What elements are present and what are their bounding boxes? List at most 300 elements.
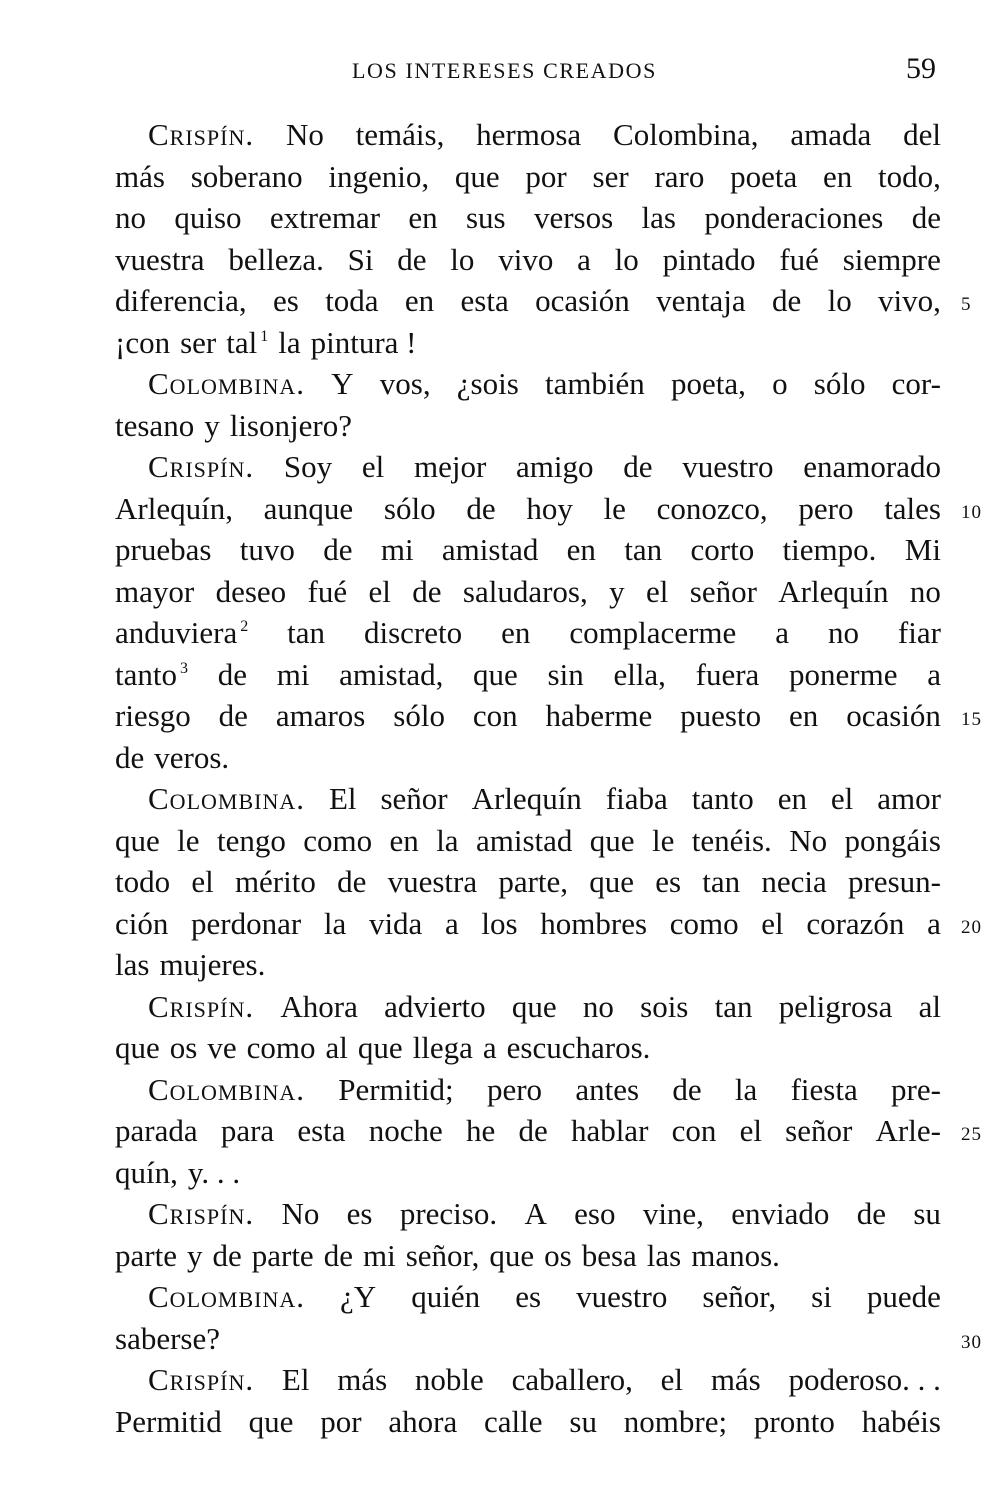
word: que — [115, 1030, 160, 1065]
word: vivo, — [878, 283, 941, 318]
word: saberse? — [115, 1320, 220, 1356]
word: como — [303, 822, 373, 858]
word: lo — [827, 283, 852, 318]
word: señor, — [702, 1279, 777, 1314]
word: Arlequín, — [115, 490, 233, 526]
word-space — [160, 1027, 170, 1069]
word: tengo — [216, 822, 286, 858]
word-space — [479, 1235, 489, 1277]
text-line — [115, 156, 941, 198]
word: en — [566, 532, 596, 567]
word: sus — [465, 200, 506, 235]
word: mi — [362, 1237, 396, 1273]
word: A — [524, 1196, 547, 1231]
word: noble — [414, 1362, 484, 1397]
word: para — [220, 1113, 275, 1148]
word: ventaja — [656, 283, 746, 318]
word: los — [481, 905, 518, 941]
word: mejor — [413, 449, 487, 484]
word: y — [204, 407, 220, 443]
word: de — [212, 1237, 242, 1273]
word: que — [473, 656, 518, 692]
word: a — [444, 905, 459, 941]
word: conozco, — [656, 490, 768, 526]
word: quín, — [115, 1154, 178, 1190]
word: le — [651, 822, 675, 858]
word: el — [830, 781, 854, 816]
word: tanto — [691, 781, 754, 816]
word: eso — [574, 1196, 616, 1231]
word-space — [497, 1027, 507, 1069]
word-space — [637, 1235, 647, 1277]
word: lisonjero? — [229, 407, 352, 443]
word: fiesta — [790, 1071, 858, 1107]
word: vuestra — [115, 241, 205, 277]
word-space — [534, 1235, 544, 1277]
word: a — [482, 1030, 497, 1065]
word: le — [603, 490, 626, 526]
word: tan — [714, 988, 753, 1024]
word: poeta — [730, 158, 798, 194]
word: advierto — [384, 988, 486, 1024]
word: riesgo — [115, 698, 191, 733]
word-space — [314, 1235, 324, 1277]
word: tan — [624, 532, 663, 567]
word: hoy — [526, 490, 573, 526]
word: todo — [115, 864, 171, 899]
word: vos, — [379, 366, 431, 401]
word: poderoso. . . — [788, 1362, 941, 1397]
word: parte, — [498, 864, 569, 899]
word: amaros — [275, 698, 366, 733]
text-line — [115, 903, 982, 945]
word-space — [396, 1235, 406, 1277]
word: de — [217, 656, 247, 692]
line-number: 20 — [961, 916, 982, 938]
text-line — [115, 695, 982, 737]
word: también — [544, 366, 645, 401]
word: es — [346, 1196, 373, 1231]
word: que — [589, 864, 635, 899]
word: la — [323, 905, 347, 941]
word: poeta, — [671, 366, 746, 401]
word: Permitid — [115, 1403, 222, 1439]
word-space — [572, 1235, 582, 1277]
word: señor — [785, 1113, 853, 1148]
word: no — [115, 200, 146, 235]
word: fiaba — [605, 781, 668, 816]
word-space — [237, 1027, 247, 1069]
word: haberme — [545, 698, 653, 733]
text-line — [115, 280, 972, 322]
word: vine, — [642, 1196, 704, 1231]
word: todo, — [878, 158, 941, 194]
word: de — [218, 698, 248, 733]
word: no — [582, 988, 614, 1024]
word: a — [775, 615, 789, 650]
word-space — [348, 1027, 358, 1069]
word: tenéis. — [691, 822, 772, 858]
word: Arlequín — [471, 781, 582, 816]
word: en — [404, 283, 435, 318]
word: llega — [412, 1030, 473, 1065]
word: la — [734, 1071, 758, 1107]
word: al — [325, 1030, 348, 1065]
word: vida — [368, 905, 423, 941]
word: el — [368, 573, 391, 609]
word: fiar — [897, 615, 941, 650]
word: fué — [307, 573, 348, 609]
word: si — [811, 1279, 832, 1314]
text-line — [115, 405, 941, 447]
text-line — [115, 1235, 941, 1277]
word: os — [169, 1030, 198, 1065]
speaker-name: Colombina. — [148, 781, 305, 816]
word: sin — [547, 656, 584, 692]
word-space — [197, 1027, 207, 1069]
text-line — [115, 571, 941, 613]
word: su — [569, 1403, 597, 1439]
word: ella, — [613, 656, 666, 692]
text-line — [115, 1027, 941, 1069]
word: por — [525, 158, 567, 194]
word: ingenio, — [328, 158, 430, 194]
word: perdonar — [191, 905, 302, 941]
word: ahora — [388, 1403, 458, 1439]
word: de — [412, 573, 442, 609]
word: pre- — [891, 1071, 941, 1107]
word: tesano — [115, 407, 195, 443]
word: no — [827, 615, 859, 650]
speaker-name: Crispín. — [148, 1196, 255, 1231]
word-space — [242, 1235, 252, 1277]
word: a — [927, 905, 941, 941]
word: manos. — [691, 1237, 780, 1273]
word: ¿sois — [456, 366, 519, 401]
word: de — [115, 739, 145, 775]
word: deseo — [215, 573, 287, 609]
word: amigo — [516, 449, 594, 484]
word: sois — [640, 988, 689, 1024]
word: necia — [761, 864, 827, 899]
word: o — [772, 366, 788, 401]
word: enamorado — [803, 449, 941, 484]
word: las — [641, 200, 676, 235]
word: tan — [287, 615, 326, 650]
word: Arle- — [875, 1113, 941, 1148]
word: que — [589, 822, 635, 858]
word: más — [337, 1362, 388, 1397]
word: en — [789, 698, 819, 733]
word: tiempo. — [782, 532, 877, 567]
word: amistad, — [339, 656, 444, 692]
word: Si — [347, 241, 374, 277]
word: vivo — [498, 241, 554, 277]
word: pero — [486, 1071, 543, 1107]
word: en — [777, 781, 807, 816]
word: que — [357, 1030, 403, 1065]
word: versos — [533, 200, 614, 235]
word-space — [220, 405, 230, 447]
word: que — [489, 1237, 535, 1273]
word: ser — [592, 158, 629, 194]
word: No — [281, 1196, 320, 1231]
line-number: 25 — [961, 1124, 982, 1145]
word: Colombina, — [613, 117, 759, 152]
word: el — [761, 905, 784, 941]
text-line — [115, 1318, 982, 1360]
word: extremar — [269, 200, 381, 235]
word: ¿Y — [340, 1279, 377, 1314]
page-number: 59 — [906, 52, 936, 85]
word-space — [202, 1235, 212, 1277]
line-number: 30 — [961, 1331, 982, 1353]
word: Permitid; — [338, 1071, 454, 1107]
word: sólo — [383, 490, 436, 526]
word: anduviera $^2$ — [115, 615, 249, 650]
word: el — [646, 573, 669, 609]
word: su — [913, 1196, 941, 1231]
word: No — [789, 822, 828, 858]
word: saludaros, — [462, 573, 588, 609]
word: nombre; — [623, 1403, 728, 1439]
word: en — [823, 158, 853, 194]
word: he — [466, 1113, 496, 1148]
word: corto — [690, 532, 755, 567]
word: tan — [702, 864, 741, 899]
word: a — [927, 656, 941, 692]
word: pintado — [662, 241, 756, 277]
speaker-name: Crispín. — [148, 449, 255, 484]
word-space — [315, 1027, 325, 1069]
speech-start-line — [115, 363, 941, 405]
word: más — [710, 1362, 761, 1397]
word: mérito — [234, 864, 316, 899]
text-line — [115, 1401, 941, 1443]
text-line — [115, 612, 941, 654]
word: lo — [450, 241, 475, 277]
word: de — [672, 1071, 702, 1107]
word: y — [609, 573, 625, 609]
word: pintura ! — [310, 324, 417, 360]
word: ve — [207, 1030, 237, 1065]
word-space — [681, 1235, 691, 1277]
word: señor, — [405, 1237, 480, 1273]
speech-start-line — [115, 446, 941, 488]
word: esta — [297, 1113, 346, 1148]
word: que — [511, 988, 557, 1024]
word: no — [909, 573, 941, 609]
word: de — [856, 1196, 886, 1231]
word: corazón — [806, 905, 905, 941]
word-space — [353, 1235, 363, 1277]
word: ocasión — [846, 698, 941, 733]
word: cor- — [891, 366, 941, 401]
word-space — [177, 1235, 187, 1277]
word: esta — [460, 283, 509, 318]
word: belleza. — [228, 241, 324, 277]
word: hombres — [540, 905, 648, 941]
speaker-name: Crispín. — [148, 117, 255, 152]
text-line — [115, 861, 941, 903]
word: puede — [866, 1279, 941, 1314]
speech-start-line — [115, 114, 941, 156]
word: de — [323, 532, 353, 567]
text-line — [115, 322, 941, 364]
word: es — [273, 283, 299, 318]
word: el — [660, 1362, 684, 1397]
word: tales — [884, 490, 941, 526]
word: noche — [368, 1113, 443, 1148]
speaker-name: Colombina. — [148, 1071, 305, 1107]
word-space — [149, 944, 159, 986]
word: temáis, — [355, 117, 445, 152]
speech-start-line — [115, 986, 941, 1028]
text-line — [115, 488, 982, 530]
word: en — [501, 615, 531, 650]
word-space — [144, 737, 154, 779]
word: del — [903, 117, 941, 152]
word: escucharos. — [506, 1030, 651, 1065]
speech-start-line — [115, 1276, 941, 1318]
word: le — [177, 822, 200, 858]
word: y — [186, 1237, 203, 1273]
text-line — [115, 239, 941, 281]
word: veros. — [154, 739, 230, 775]
word: de — [337, 864, 367, 899]
word: que — [115, 822, 160, 858]
text-line — [115, 820, 941, 862]
word: las — [646, 1237, 682, 1273]
word: enviado — [731, 1196, 830, 1231]
word: presun- — [847, 864, 941, 899]
word: tal $^1$ — [226, 324, 269, 360]
word: amada — [790, 117, 872, 152]
word-space — [301, 322, 311, 364]
word: como — [669, 905, 739, 941]
speaker-name: Colombina. — [148, 1279, 305, 1314]
word: mayor — [115, 573, 195, 609]
word: de — [323, 1237, 353, 1273]
word: raro — [654, 158, 705, 194]
text-line — [115, 197, 941, 239]
speaker-name: Crispín. — [148, 1362, 255, 1397]
running-head — [0, 52, 1000, 92]
text-line — [115, 1152, 941, 1194]
word: ocasión — [535, 283, 630, 318]
word: quién — [411, 1279, 481, 1314]
word: ción — [115, 905, 169, 941]
speech-start-line — [115, 1193, 941, 1235]
word: parte — [251, 1237, 314, 1273]
word: más — [115, 158, 165, 194]
word: es — [515, 1279, 542, 1314]
word: besa — [581, 1237, 637, 1273]
word: discreto — [364, 615, 463, 650]
footnote-marker: 3 — [180, 659, 188, 677]
word: la — [436, 822, 459, 858]
word: lo — [614, 241, 639, 277]
word: fué — [779, 241, 819, 277]
word: tuvo — [239, 532, 295, 567]
word: Arlequín — [778, 573, 889, 609]
word: la — [278, 324, 301, 360]
word: en — [408, 200, 438, 235]
word: de — [466, 490, 496, 526]
word-space — [194, 405, 204, 447]
word: de — [623, 449, 653, 484]
word: al — [918, 988, 941, 1024]
word: a — [577, 241, 591, 277]
speech-start-line — [115, 778, 941, 820]
word: toda — [325, 283, 379, 318]
word: preciso. — [399, 1196, 498, 1231]
word: como — [246, 1030, 316, 1065]
word: amor — [877, 781, 941, 816]
line-number: 10 — [961, 501, 982, 523]
word: mi — [276, 656, 310, 692]
word: y. . . — [187, 1154, 241, 1190]
word: por — [320, 1403, 362, 1439]
text-line — [115, 529, 941, 571]
text-line — [115, 1110, 982, 1152]
word: No — [285, 117, 324, 152]
word: en — [389, 822, 419, 858]
line-number: 5 — [961, 294, 972, 315]
word: el — [739, 1113, 762, 1148]
text-line — [115, 944, 941, 986]
word: es — [655, 864, 682, 899]
word: peligrosa — [778, 988, 893, 1024]
word: ponerme — [789, 656, 898, 692]
word: complacerme — [569, 615, 737, 650]
word: Y — [331, 366, 354, 401]
word: de — [518, 1113, 548, 1148]
word: señor — [689, 573, 757, 609]
word: aunque — [263, 490, 354, 526]
word: de — [911, 200, 941, 235]
word-space — [178, 1152, 188, 1194]
word: de — [771, 283, 802, 318]
word: caballero, — [511, 1362, 633, 1397]
footnote-marker: 1 — [260, 327, 269, 345]
word: señor — [380, 781, 448, 816]
word: ser — [180, 324, 217, 360]
word: sólo — [813, 366, 866, 401]
word: puesto — [680, 698, 762, 733]
speech-start-line — [115, 1069, 941, 1111]
word: parada — [115, 1113, 198, 1148]
word: sólo — [393, 698, 445, 733]
word: ¡con — [115, 324, 171, 360]
word: Soy — [283, 449, 333, 484]
word: Mi — [904, 532, 941, 567]
word: el — [361, 449, 385, 484]
word-space — [216, 322, 226, 364]
word: soberano — [190, 158, 303, 194]
speaker-name: Crispín. — [148, 988, 255, 1024]
word: pero — [798, 490, 854, 526]
running-title: LOS INTERESES CREADOS — [352, 58, 657, 83]
word: tanto $^3$ — [115, 656, 188, 692]
footnote-marker: 2 — [240, 618, 249, 635]
word-space — [268, 322, 278, 364]
word: vuestra — [387, 864, 478, 899]
word: El — [281, 1362, 310, 1397]
word: antes — [575, 1071, 640, 1107]
word: hermosa — [476, 117, 582, 152]
word: quiso — [174, 200, 242, 235]
